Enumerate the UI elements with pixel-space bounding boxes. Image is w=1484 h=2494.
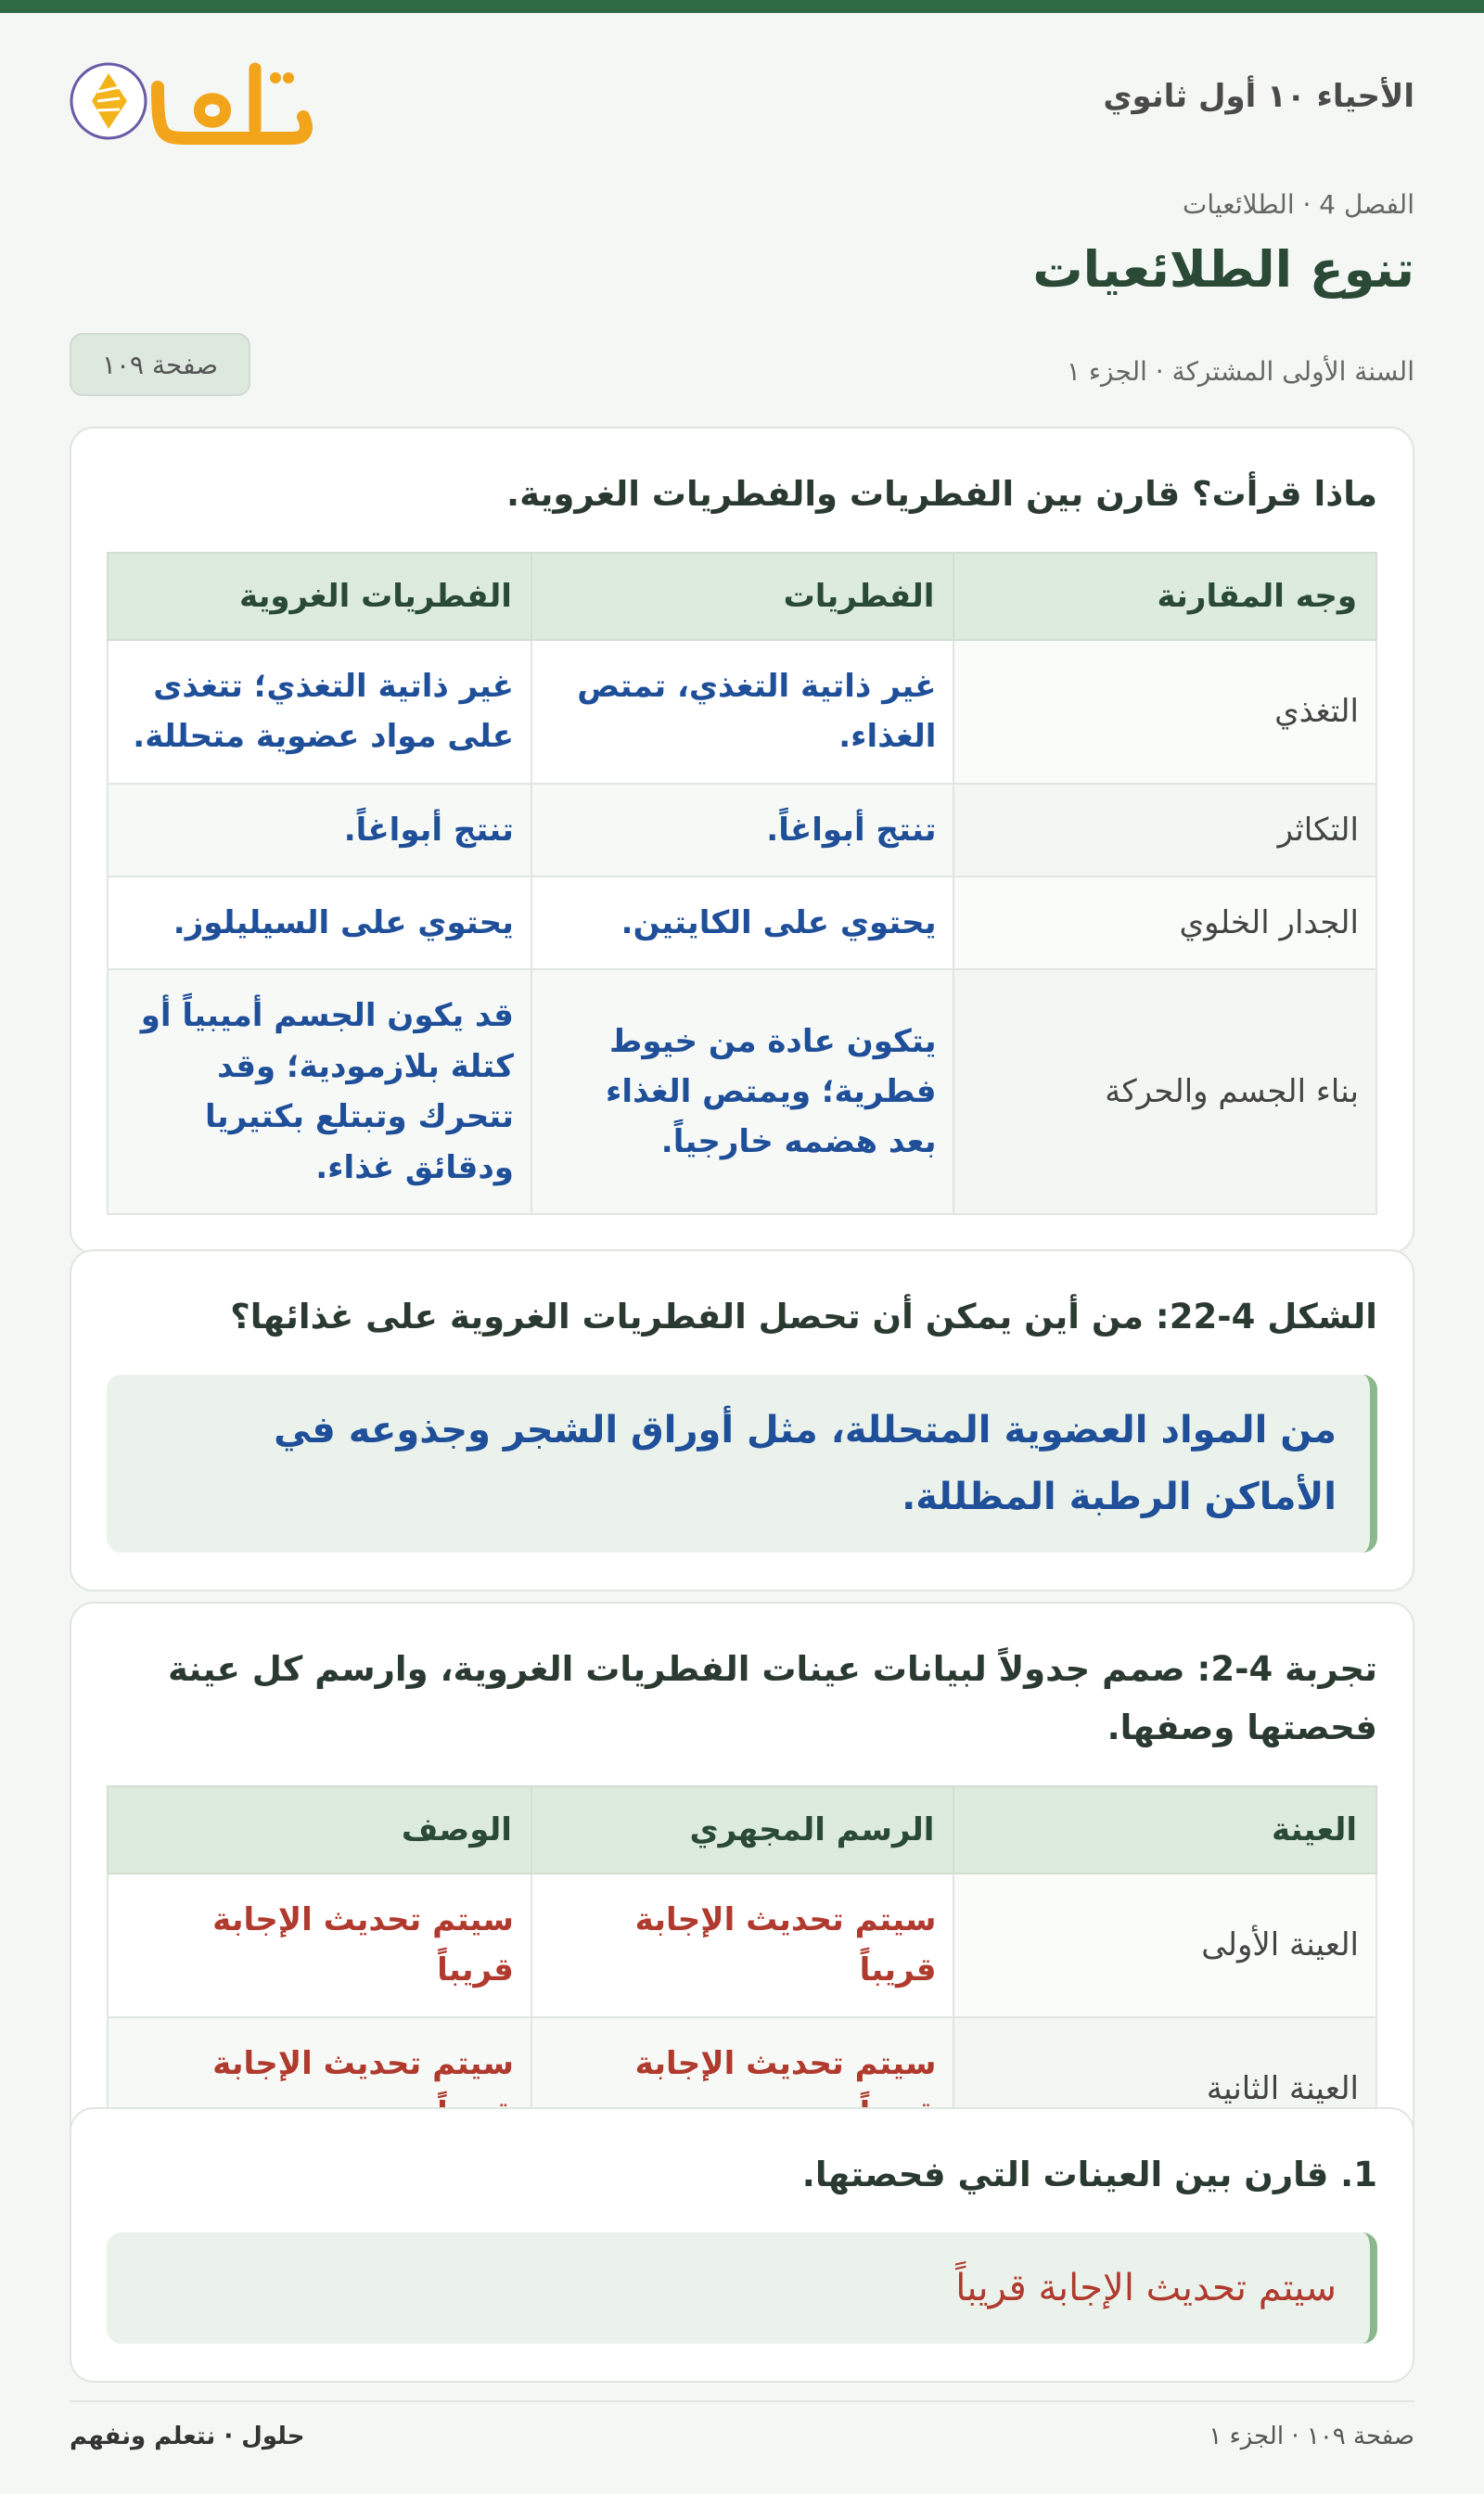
- footer-page-label: صفحة ١٠٩ · الجزء ١: [1209, 2423, 1414, 2450]
- aspect-cell: التغذي: [953, 640, 1376, 784]
- table-row: [108, 784, 1376, 876]
- table-header-cell: وجه المقارنة: [953, 553, 1376, 640]
- pending-cell: سيتم تحديث الإجابة قريباً: [108, 1874, 531, 2017]
- answer-cell: غير ذاتية التغذي، تمتص الغذاء.: [531, 640, 954, 784]
- table-row: [108, 876, 1376, 969]
- answer-cell: تنتج أبواغاً.: [108, 784, 531, 876]
- table-header-cell: الوصف: [108, 1786, 531, 1874]
- hulul-logo[interactable]: [70, 50, 320, 152]
- pending-cell: سيتم تحديث الإجابة: [108, 2017, 531, 2161]
- question1-answer: سيتم تحديث الإجابة قريباً: [107, 2232, 1377, 2344]
- table-row: [108, 1874, 1376, 2017]
- sample-cell: العينة الثانية: [953, 2017, 1376, 2161]
- chapter-label: الفصل 4 · الطلائعيات: [1182, 189, 1414, 220]
- figure-card: [70, 1249, 1414, 1592]
- top-accent-bar: [0, 0, 1484, 13]
- table-header-cell: الفطريات: [531, 553, 954, 640]
- subject-label: الأحياء ١٠ أول ثانوي: [1103, 78, 1414, 115]
- aspect-cell: بناء الجسم والحركة: [953, 969, 1376, 1214]
- table-header-cell: الفطريات الغروية: [108, 553, 531, 640]
- table-header-row: [108, 1786, 1376, 1874]
- table-row: [108, 969, 1376, 1214]
- answer-cell: يحتوي على السيليلوز.: [108, 876, 531, 969]
- answer-cell: تنتج أبواغاً.: [531, 784, 954, 876]
- table-header-cell: العينة: [953, 1786, 1376, 1874]
- table-header-row: [108, 553, 1376, 640]
- table-row: [108, 640, 1376, 784]
- compare-table: [107, 552, 1377, 1215]
- book-label: السنة الأولى المشتركة · الجزء ١: [1066, 356, 1414, 387]
- experiment-table: [107, 1785, 1377, 2162]
- compare-card: [70, 427, 1414, 1254]
- figure-answer: من المواد العضوية المتحللة، مثل أوراق الشجر وجذوعه في الأماكن الرطبة المظللة.: [107, 1375, 1377, 1553]
- page-title: تنوع الطلائعيات: [1032, 240, 1414, 299]
- pending-cell: سيتم تحديث الإجابة: [531, 2017, 954, 2161]
- question1-text: 1. قارن بين العينات التي فحصتها.: [801, 2155, 1377, 2194]
- pending-cell: سيتم تحديث الإجابة قريباً: [531, 1874, 954, 2017]
- question1-card: [70, 2107, 1414, 2383]
- aspect-cell: الجدار الخلوي: [953, 876, 1376, 969]
- answer-cell: يتكون عادة من خيوط فطرية؛ ويمتص الغذاء بعد هضمه خارجياً.: [531, 969, 954, 1214]
- aspect-cell: التكاثر: [953, 784, 1376, 876]
- answer-cell: قد يكون الجسم أميبياً أو كتلة بلازمودية؛ وقد تتحرك وتبتلع بكتيريا ودقائق غذاء.: [108, 969, 531, 1214]
- sample-cell: العينة الأولى: [953, 1874, 1376, 2017]
- footer-brand[interactable]: حلول · نتعلم ونفهم: [70, 2423, 305, 2450]
- answer-cell: غير ذاتية التغذي؛ تتغذى على مواد عضوية متحللة.: [108, 640, 531, 784]
- answer-cell: يحتوي على الكايتين.: [531, 876, 954, 969]
- page-badge: صفحة ١٠٩: [70, 333, 250, 396]
- experiment-question: تجربة 4-2: صمم جدولاً لبيانات عينات الفطريات الغروية، وارسم كل عينة فحصتها وصفها.: [167, 1649, 1377, 1747]
- footer-divider: [70, 2400, 1414, 2402]
- compare-question: ماذا قرأت؟ قارن بين الفطريات والفطريات الغروية.: [506, 474, 1377, 514]
- table-header-cell: الرسم المجهري: [531, 1786, 954, 1874]
- figure-question: الشكل 4-22: من أين يمكن أن تحصل الفطريات الغروية على غذائها؟: [230, 1297, 1377, 1337]
